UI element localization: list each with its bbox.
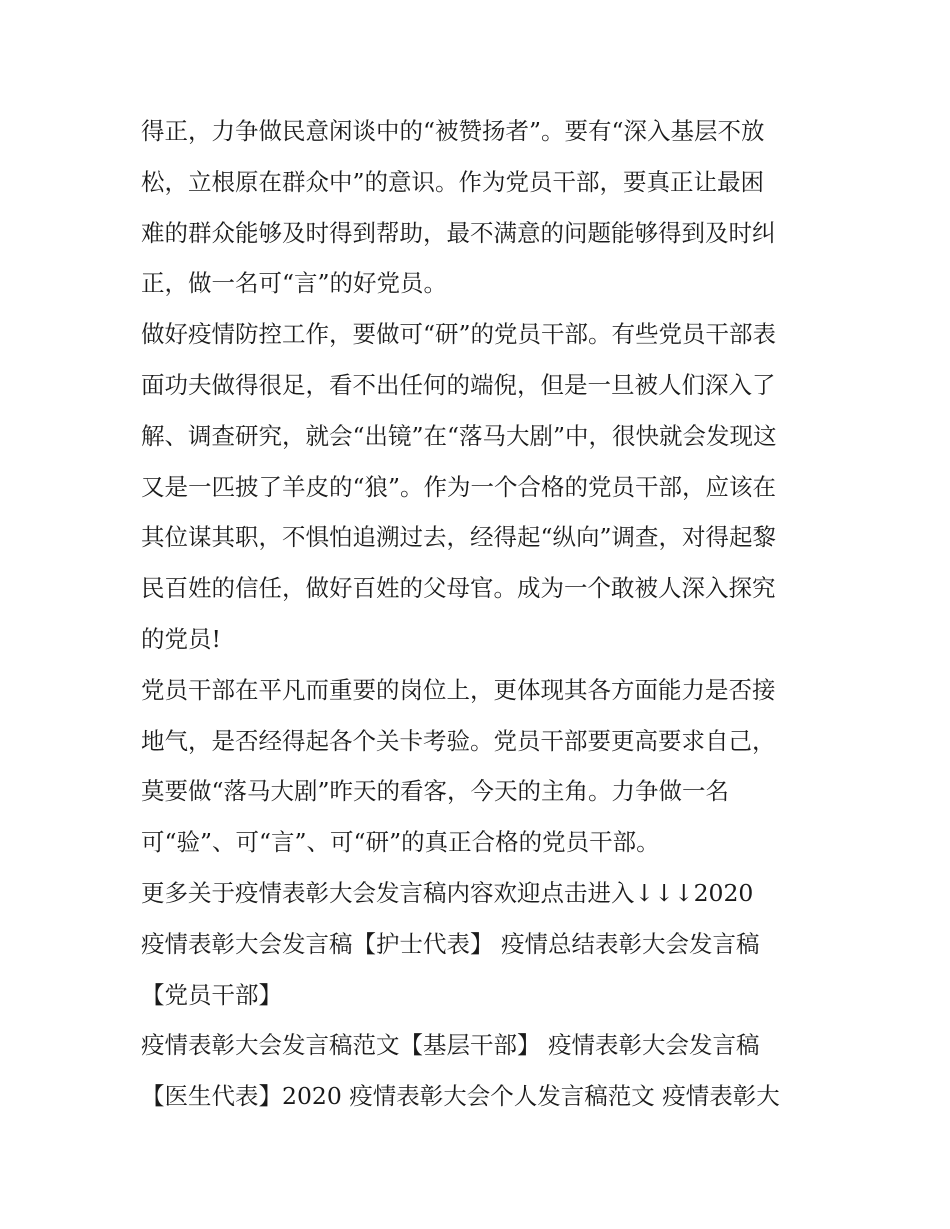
text-line: 又是一匹披了羊皮的“狼”。作为一个合格的党员干部，应该在 bbox=[141, 472, 777, 501]
text-line: 可“验”、可“言”、可“研”的真正合格的党员干部。 bbox=[141, 828, 660, 857]
text-line: 面功夫做得很足，看不出任何的端倪，但是一旦被人们深入了 bbox=[141, 370, 776, 399]
document-body bbox=[141, 106, 821, 1122]
link-line[interactable]: 疫情表彰大会发言稿【护士代表】 疫情总结表彰大会发言稿 bbox=[141, 929, 760, 958]
link-line[interactable]: 疫情表彰大会发言稿范文【基层干部】 疫情表彰大会发言稿 bbox=[141, 1031, 760, 1060]
text-line: 其位谋其职，不惧怕追溯过去，经得起“纵向”调查，对得起黎 bbox=[141, 523, 777, 552]
text-line: 的党员! bbox=[141, 624, 221, 653]
text-line: 党员干部在平凡而重要的岗位上，更体现其各方面能力是否接 bbox=[141, 675, 776, 704]
link-line[interactable]: 【医生代表】2020 疫情表彰大会个人发言稿范文 疫情表彰大 bbox=[141, 1082, 780, 1111]
text-line: 得正，力争做民意闲谈中的“被赞扬者”。要有“深入基层不放 bbox=[141, 117, 765, 145]
text-line: 难的群众能够及时得到帮助，最不满意的问题能够得到及时纠 bbox=[141, 218, 776, 247]
text-line: 莫要做“落马大剧”昨天的看客，今天的主角。力争做一名 bbox=[141, 777, 730, 806]
text-line: 做好疫情防控工作，要做可“研”的党员干部。有些党员干部表 bbox=[141, 320, 777, 349]
link-line[interactable]: 更多关于疫情表彰大会发言稿内容欢迎点击进入↓↓↓2020 bbox=[141, 878, 754, 907]
text-line: 地气，是否经得起各个关卡考验。党员干部要更高要求自己， bbox=[141, 726, 776, 755]
text-line: 解、调查研究，就会“出镜”在“落马大剧”中，很快就会发现这 bbox=[141, 421, 777, 450]
link-line[interactable]: 【党员干部】 bbox=[141, 980, 282, 1009]
text-line: 松，立根原在群众中”的意识。作为党员干部，要真正让最困 bbox=[141, 167, 765, 196]
text-line: 正，做一名可“言”的好党员。 bbox=[141, 269, 448, 298]
text-line: 民百姓的信任，做好百姓的父母官。成为一个敢被人深入探究 bbox=[141, 574, 776, 603]
